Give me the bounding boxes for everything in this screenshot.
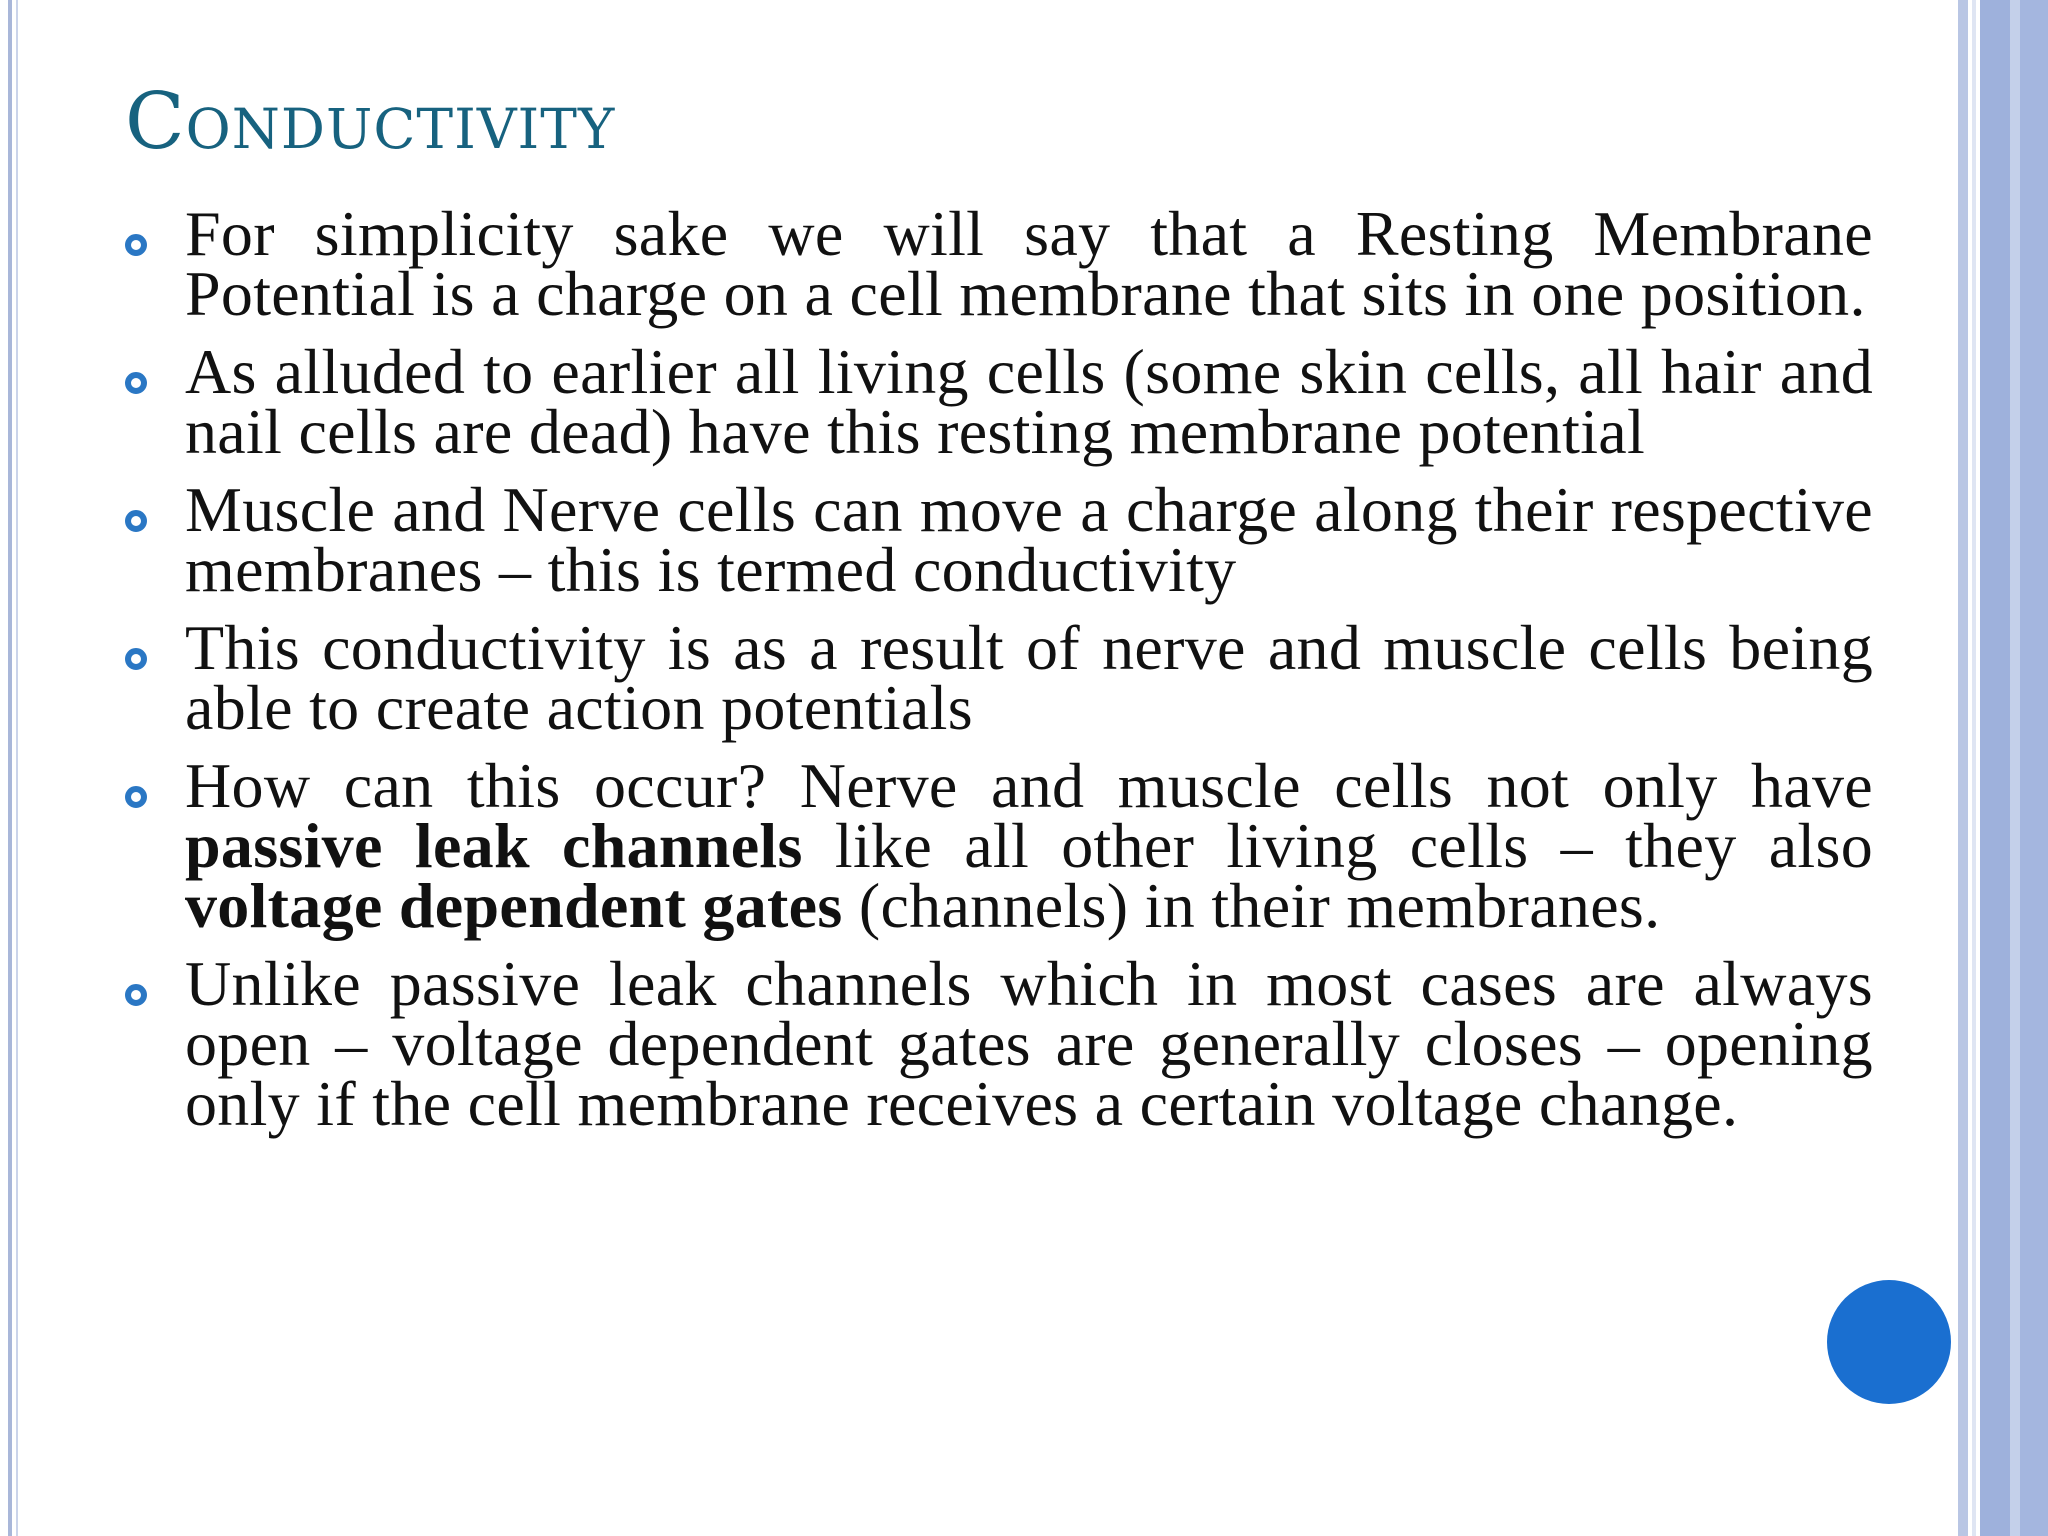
bullet-text-part: For simplicity sake we will say that a Resting Membrane Potential is a charge on a cell membrane that sits in one position.: [185, 198, 1873, 329]
bullet-circle-icon: [125, 510, 147, 532]
bullet-item: [125, 336, 1873, 467]
bullet-item: [125, 948, 1873, 1139]
nav-circle-icon[interactable]: [1827, 1280, 1951, 1404]
left-border-line: [8, 0, 12, 1536]
bullet-circle-icon: [125, 372, 147, 394]
slide-title: Conductivity: [125, 77, 616, 167]
bullet-text-part: Muscle and Nerve cells can move a charge along their respective membranes – this is termed conductivity: [185, 474, 1873, 605]
bullet-text-part: like all other living cells – they also: [802, 810, 1873, 881]
bullet-item: [125, 474, 1873, 605]
bullet-list: [125, 198, 1873, 1152]
right-border-bar: [1958, 0, 1968, 1536]
bullet-text-part: As alluded to earlier all living cells (some skin cells, all hair and nail cells are dead) have this resting membrane potential: [185, 336, 1873, 467]
bullet-text-part: How can this occur? Nerve and muscle cells not only have: [185, 750, 1873, 821]
right-border-bar: [1972, 0, 1976, 1536]
bullet-text: [185, 612, 1873, 743]
left-border-line-thin: [16, 0, 18, 1536]
bold-term-voltage-dependent-gates: voltage dependent gates: [185, 870, 843, 941]
bullet-text: [185, 336, 1873, 467]
bullet-circle-icon: [125, 234, 147, 256]
bullet-text-part: (channels) in their membranes.: [842, 870, 1661, 941]
bullet-item: [125, 198, 1873, 329]
bullet-text: [185, 474, 1873, 605]
bullet-text-part: This conductivity is as a result of nerve and muscle cells being able to create action potentials: [185, 612, 1873, 743]
bullet-text: [185, 750, 1873, 941]
right-border-bar: [2010, 0, 2020, 1536]
bullet-text: [185, 948, 1873, 1139]
bullet-item: [125, 750, 1873, 941]
bullet-text: [185, 198, 1873, 329]
right-border-bar: [1980, 0, 2010, 1536]
bullet-item: [125, 612, 1873, 743]
bold-term-passive-leak-channels: passive leak channels: [185, 810, 803, 881]
right-border-bar: [2020, 0, 2048, 1536]
bullet-circle-icon: [125, 648, 147, 670]
bullet-circle-icon: [125, 984, 147, 1006]
bullet-circle-icon: [125, 786, 147, 808]
bullet-text-part: Unlike passive leak channels which in most cases are always open – voltage dependent gates are generally closes – opening only if the cell membrane receives a certain voltage change.: [185, 948, 1873, 1139]
